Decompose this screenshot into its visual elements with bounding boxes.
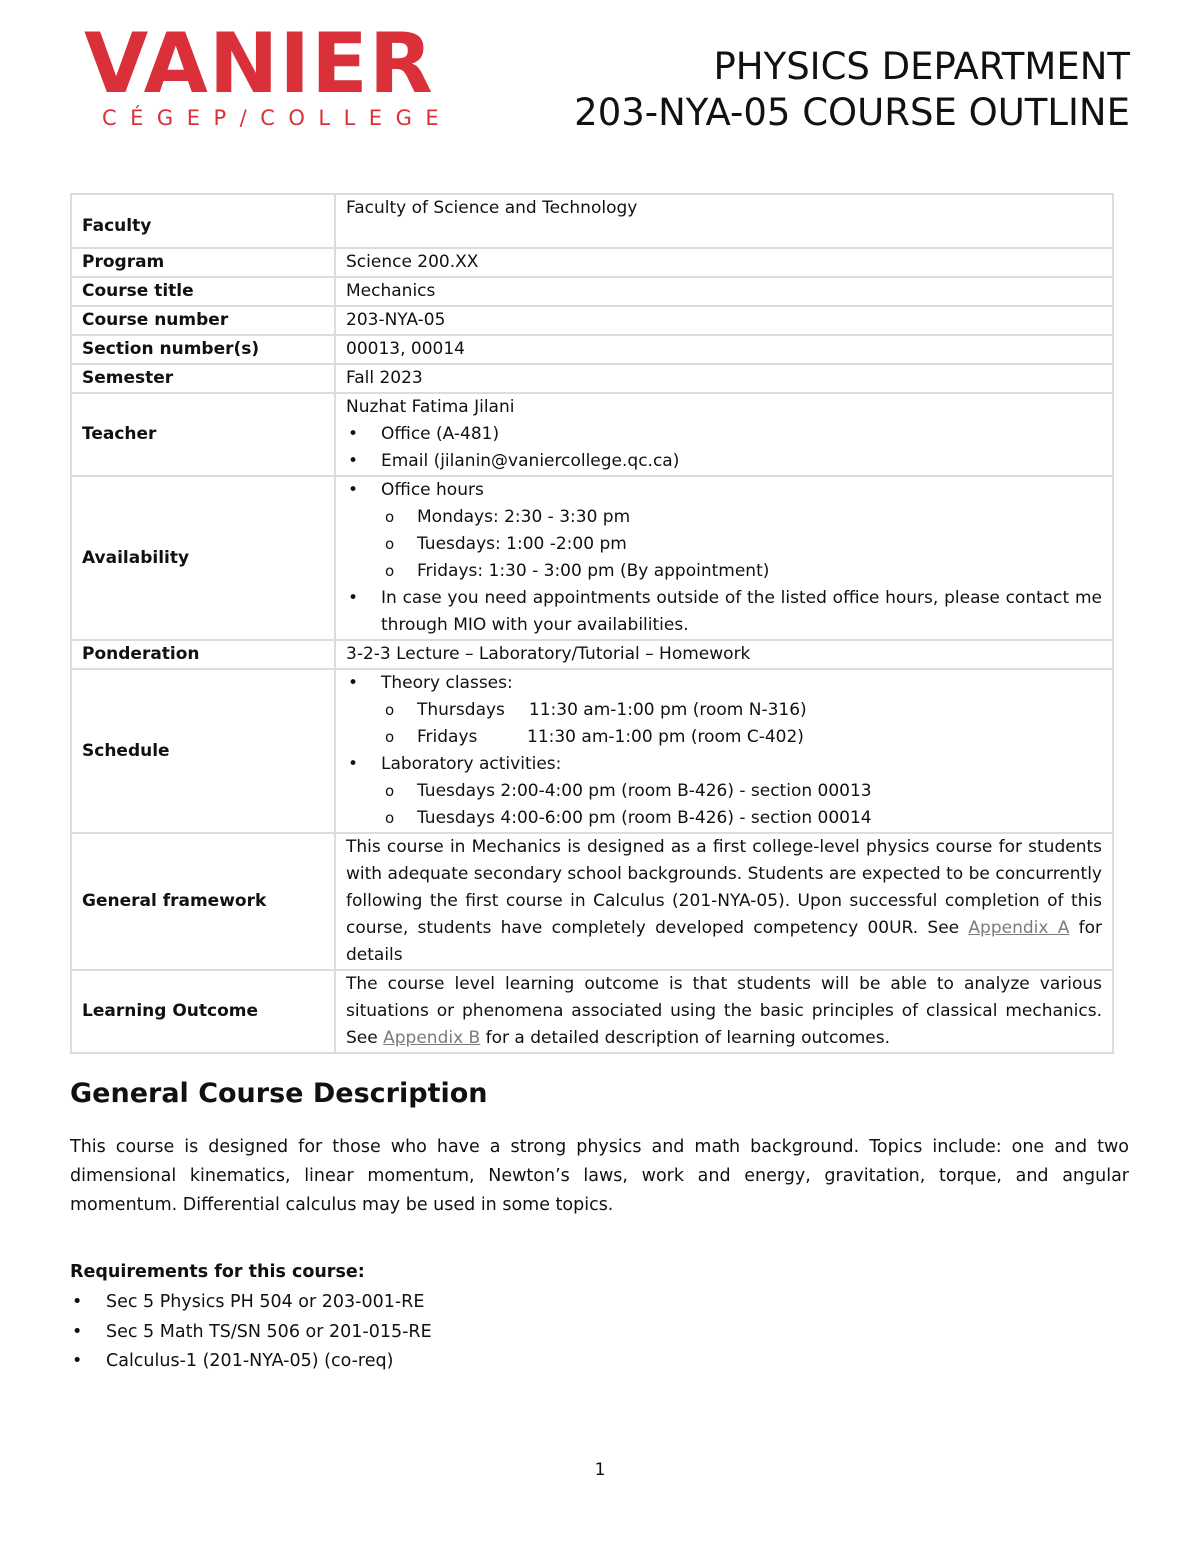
requirement-item: • Sec 5 Physics PH 504 or 203-001-RE	[106, 1288, 432, 1318]
theory-time: 11:30 am-1:00 pm (room C-402)	[527, 727, 804, 747]
faculty-label: Faculty	[71, 194, 335, 248]
semester-value: Fall 2023	[335, 364, 1113, 393]
table-row-outcome	[71, 970, 1113, 1053]
appendix-a-link[interactable]: Appendix A	[968, 918, 1070, 938]
office-hours-tuesday: o Tuesdays: 1:00 -2:00 pm	[417, 531, 1102, 558]
schedule-list	[346, 670, 1102, 832]
table-row-course-title	[71, 277, 1113, 306]
document-header	[574, 44, 1130, 136]
availability-value	[335, 476, 1113, 640]
lab-section-00014: o Tuesdays 4:00-6:00 pm (room B-426) - section 00014	[417, 805, 1102, 832]
vanier-logo	[84, 15, 453, 130]
semester-label: Semester	[71, 364, 335, 393]
table-row-availability	[71, 476, 1113, 640]
course-number-value: 203-NYA-05	[335, 306, 1113, 335]
lab-activities-list	[381, 778, 1102, 832]
table-row-faculty	[71, 194, 1113, 248]
framework-tail: for details	[346, 918, 1102, 965]
requirements-heading: Requirements for this course:	[70, 1262, 365, 1282]
program-value: Science 200.XX	[335, 248, 1113, 277]
table-row-semester	[71, 364, 1113, 393]
theory-day: Thursdays	[417, 700, 505, 720]
theory-time: 11:30 am-1:00 pm (room N-316)	[528, 700, 807, 720]
teacher-office: • Office (A-481)	[381, 421, 1102, 448]
course-title-value: Mechanics	[335, 277, 1113, 306]
office-hours-monday: o Mondays: 2:30 - 3:30 pm	[417, 504, 1102, 531]
faculty-text: Faculty of Science and Technology	[346, 198, 638, 218]
logo-subtitle: CÉGEP/COLLEGE	[102, 106, 453, 130]
table-row-course-number	[71, 306, 1113, 335]
office-hours-item	[381, 477, 1102, 585]
table-row-ponderation	[71, 640, 1113, 669]
theory-class-thursday	[417, 697, 1102, 724]
table-row-teacher	[71, 393, 1113, 476]
program-label: Program	[71, 248, 335, 277]
table-row-schedule	[71, 669, 1113, 833]
theory-class-friday	[417, 724, 1102, 751]
course-number-label: Course number	[71, 306, 335, 335]
lab-activities-heading: Laboratory activities:	[381, 754, 562, 774]
table-row-sections	[71, 335, 1113, 364]
ponderation-value: 3-2-3 Lecture – Laboratory/Tutorial – Homework	[335, 640, 1113, 669]
office-hours-heading: Office hours	[381, 480, 484, 500]
table-row-framework	[71, 833, 1113, 970]
availability-note: • In case you need appointments outside of the listed office hours, please contact me through MIO with your availabilities.	[381, 585, 1102, 639]
requirements-list	[70, 1288, 432, 1377]
sections-label: Section number(s)	[71, 335, 335, 364]
sections-value: 00013, 00014	[335, 335, 1113, 364]
faculty-value	[335, 194, 1113, 248]
course-title-label: Course title	[71, 277, 335, 306]
table-row-program	[71, 248, 1113, 277]
page-number: 1	[594, 1460, 606, 1480]
schedule-label: Schedule	[71, 669, 335, 833]
office-hours-friday: o Fridays: 1:30 - 3:00 pm (By appointment)	[417, 558, 1102, 585]
lab-activities-item	[381, 751, 1102, 832]
lab-section-00013: o Tuesdays 2:00-4:00 pm (room B-426) - section 00013	[417, 778, 1102, 805]
department-title: PHYSICS DEPARTMENT	[713, 45, 1130, 88]
teacher-email: • Email (jilanin@vaniercollege.qc.ca)	[381, 448, 1102, 475]
framework-label: General framework	[71, 833, 335, 970]
outcome-value	[335, 970, 1113, 1053]
availability-label: Availability	[71, 476, 335, 640]
availability-list	[346, 477, 1102, 639]
requirement-item: • Calculus-1 (201-NYA-05) (co-req)	[106, 1347, 432, 1377]
outcome-label: Learning Outcome	[71, 970, 335, 1053]
course-info-table	[70, 193, 1114, 1054]
course-description-text: This course is designed for those who have a strong physics and math background. Topics include: one and two dimensional kinematics, linear momentum, Newton’s laws, work and energy, gravitation, torque, and angular momentum. Differential calculus may be used in some topics.	[70, 1137, 1129, 1215]
theory-classes-list	[381, 697, 1102, 751]
theory-classes-item	[381, 670, 1102, 751]
ponderation-label: Ponderation	[71, 640, 335, 669]
schedule-value	[335, 669, 1113, 833]
teacher-name: Nuzhat Fatima Jilani	[346, 397, 515, 417]
outcome-text: The course level learning outcome is that students will be able to analyze various situations or phenomena associated using the basic principles of classical mechanics. See	[346, 974, 1102, 1048]
outcome-tail: for a detailed description of learning outcomes.	[485, 1028, 890, 1048]
office-hours-list	[381, 504, 1102, 585]
requirement-item: • Sec 5 Math TS/SN 506 or 201-015-RE	[106, 1318, 432, 1348]
teacher-contact-list	[346, 421, 1102, 475]
section-heading-description: General Course Description	[70, 1078, 488, 1109]
teacher-value	[335, 393, 1113, 476]
teacher-label: Teacher	[71, 393, 335, 476]
course-outline-title: 203-NYA-05 COURSE OUTLINE	[574, 91, 1130, 134]
logo-wordmark: VANIER	[84, 15, 434, 112]
appendix-b-link[interactable]: Appendix B	[383, 1028, 481, 1048]
framework-value	[335, 833, 1113, 970]
theory-day: Fridays	[417, 727, 478, 747]
framework-text: This course in Mechanics is designed as a first college-level physics course for students with adequate secondary school backgrounds. Students are expected to be concurrently following the first course in Calculus (201-NYA-05). Upon successful completion of this course, students have completely developed competency 00UR. See	[346, 837, 1102, 938]
theory-classes-heading: Theory classes:	[381, 673, 513, 693]
